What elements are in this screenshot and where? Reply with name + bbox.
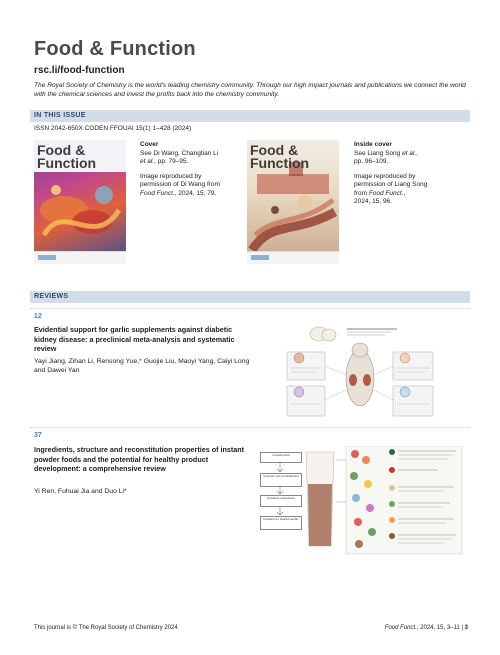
flow-box-classification: Classification bbox=[260, 452, 302, 463]
inside-cover-line1: See Liang Song bbox=[354, 149, 403, 157]
inside-cover-caption bbox=[354, 141, 464, 207]
footer-volume-pages: , 2024, 15, 3–11 bbox=[416, 625, 460, 631]
front-cover-credit1: Image reproduced by bbox=[140, 172, 202, 180]
in-this-issue-heading: IN THIS ISSUE bbox=[34, 112, 86, 119]
instant-powder-artwork bbox=[258, 446, 468, 556]
front-cover-image[interactable] bbox=[34, 140, 126, 264]
article-title[interactable]: Evidential support for garlic supplements against diabetic kidney disease: a preclinical meta-analysis and systematic review bbox=[34, 325, 235, 353]
issn-line: ISSN 2042-650X CODEN FFOUAI 15(1) 1–428 (2024) bbox=[34, 125, 192, 132]
article-separator bbox=[30, 427, 470, 428]
inside-cover-credit2: permission of Liang Song bbox=[354, 181, 428, 188]
journal-url[interactable]: rsc.li/food-function bbox=[34, 65, 125, 76]
footer-separator: | bbox=[459, 625, 465, 631]
front-cover-credit2: permission of Di Wang from bbox=[140, 181, 220, 188]
inside-cover-title: Food & Function bbox=[250, 142, 310, 171]
rsc-tagline: The Royal Society of Chemistry is the world’s leading chemistry community. Through our high impact journals and publications we connect the world with the chemical sciences and invest the profits back into the chemistry community. bbox=[34, 82, 466, 98]
inside-cover-pages: pp. 96–109. bbox=[354, 158, 389, 165]
in-this-issue-band bbox=[30, 110, 470, 122]
inside-cover-credit-comma: , bbox=[403, 189, 406, 197]
footer-journal: Food Funct. bbox=[384, 625, 417, 631]
inside-cover-comma: , bbox=[416, 149, 418, 157]
front-cover-caption bbox=[140, 141, 240, 198]
front-cover-footer bbox=[34, 251, 126, 264]
inside-cover-etal: et al. bbox=[402, 149, 417, 157]
journal-title: Food & Function bbox=[34, 38, 196, 60]
garlic-graphical-abstract bbox=[285, 320, 435, 420]
inside-cover-credit-from: from bbox=[354, 189, 369, 197]
inside-cover-label: Inside cover bbox=[354, 141, 392, 148]
front-cover-etal: et al. bbox=[140, 158, 155, 165]
article-page-number: 12 bbox=[34, 313, 42, 320]
instant-powder-graphical-abstract bbox=[258, 446, 468, 556]
inside-cover-footer bbox=[247, 251, 339, 264]
reviews-heading: REVIEWS bbox=[34, 293, 69, 300]
front-cover-credit-journal: Food Funct. bbox=[140, 189, 175, 197]
inside-cover-credit-journal: Food Funct. bbox=[368, 189, 404, 197]
front-cover-title: Food & Function bbox=[37, 142, 97, 171]
inside-cover-credit-ref: 2024, 15, 96. bbox=[354, 198, 392, 205]
footer-page-number: 3 bbox=[464, 625, 468, 631]
article-authors: Yayi Jiang, Zihan Li, Rensong Yue,* Guojie Liu, Maoyi Yang, Caiyi Long and Dawei Yan bbox=[34, 358, 250, 374]
article-title[interactable]: Ingredients, structure and reconstitution properties of instant powder foods and the potential for healthy product development: a comprehensive review bbox=[34, 445, 245, 473]
article-separator bbox=[30, 308, 470, 309]
flow-box-structure: Structure and reconstitution bbox=[260, 473, 302, 487]
footer-citation bbox=[385, 625, 468, 631]
inside-cover-credit1: Image reproduced by bbox=[354, 172, 416, 180]
front-cover-credit-ref: , 2024, 15, 79. bbox=[174, 189, 217, 197]
footer-copyright: This journal is © The Royal Society of Chemistry 2024 bbox=[34, 625, 178, 631]
flow-box-components: Potential components bbox=[260, 495, 302, 507]
inside-cover-image[interactable] bbox=[247, 140, 339, 264]
article-page-number: 37 bbox=[34, 432, 42, 439]
front-cover-label: Cover bbox=[140, 141, 159, 148]
front-cover-pages: , pp. 79–95. bbox=[154, 158, 189, 165]
front-cover-line1: See Di Wang, Changtian Li bbox=[140, 149, 219, 157]
flow-box-health: Potential for health benefits bbox=[260, 516, 302, 530]
article-authors: Yi Ren, Fuhuai Jia and Duo Li* bbox=[34, 488, 127, 495]
reviews-band bbox=[30, 291, 470, 303]
